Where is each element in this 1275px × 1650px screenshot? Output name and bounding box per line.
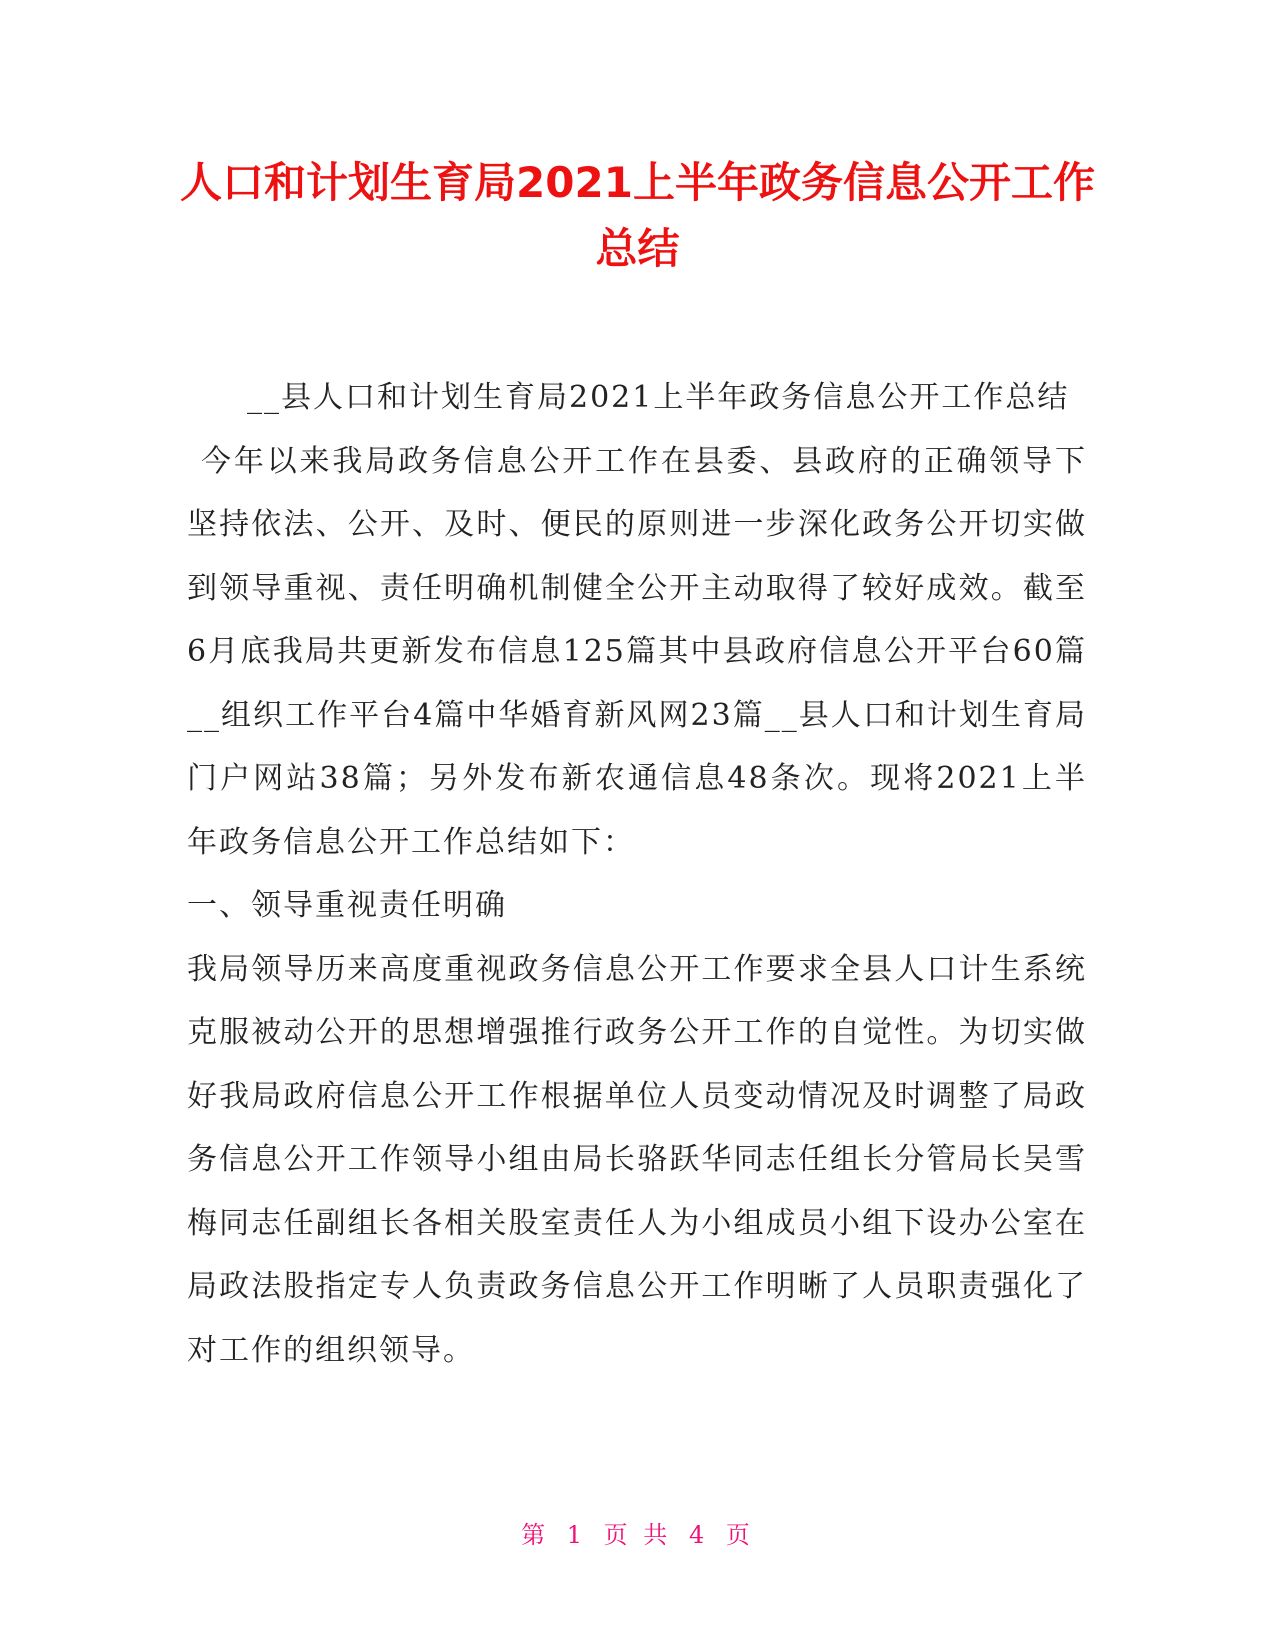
footer-current-page: 1 xyxy=(566,1521,587,1549)
document-title: 人口和计划生育局2021上半年政务信息公开工作总结 xyxy=(180,158,1095,273)
section-heading: 一、领导重视责任明确 xyxy=(187,888,507,923)
footer-total-pages: 4 xyxy=(688,1521,709,1549)
subtitle-paragraph: __县人口和计划生育局2021上半年政务信息公开工作总结 xyxy=(247,380,1070,415)
footer-suffix: 页 xyxy=(725,1521,754,1549)
footer-prefix: 第 xyxy=(521,1521,550,1549)
page-footer xyxy=(0,1520,1275,1550)
section-paragraph: 我局领导历来高度重视政务信息公开工作要求全县人口计生系统克服被动公开的思想增强推行政务公开工作的自觉性。为切实做好我局政府信息公开工作根据单位人员变动情况及时调整了局政务信息公开工作领导小组由局长骆跃华同志任组长分管局长吴雪梅同志任副组长各相关股室责任人为小组成员小组下设办公室在局政法股指定专人负责政务信息公开工作明晰了人员职责强化了对工作的组织领导。 xyxy=(187,951,1087,1368)
intro-paragraph: 今年以来我局政务信息公开工作在县委、县政府的正确领导下坚持依法、公开、及时、便民的原则进一步深化政务公开切实做到领导重视、责任明确机制健全公开主动取得了较好成效。截至6月底我局共更新发布信息125篇其中县政府信息公开平台60篇__组织工作平台4篇中华婚育新风网23篇__县人口和计划生育局门户网站38篇；另外发布新农通信息48条次。现将2021上半年政务信息公开工作总结如下： xyxy=(187,443,1087,860)
footer-middle: 页 共 xyxy=(603,1521,672,1549)
document-body xyxy=(187,366,1087,1382)
